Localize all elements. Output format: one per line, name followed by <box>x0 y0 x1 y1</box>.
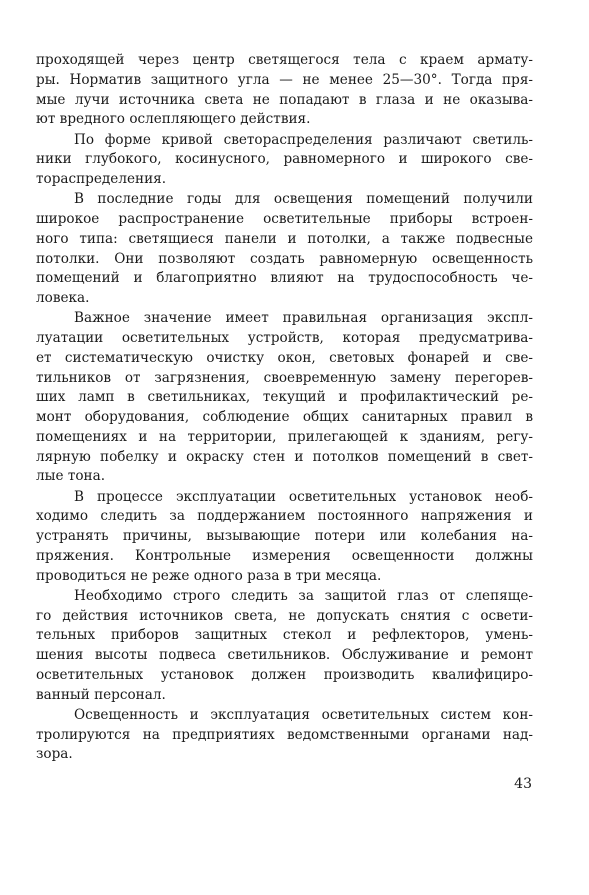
paragraph-1 <box>36 51 533 130</box>
text-line: тораспределения. <box>36 171 167 187</box>
text-line: мые лучи источника света не попадают в глаза и не оказыва- <box>36 91 533 108</box>
text-line: ет систематическую очистку окон, световых фонарей и све- <box>36 349 533 366</box>
paragraph-6 <box>36 587 533 706</box>
text-line: ловека. <box>36 290 90 306</box>
text-line: пряжения. Контрольные измерения освещенности должны <box>36 547 533 564</box>
text-line: В последние годы для освещения помещений получили <box>74 191 533 208</box>
text-line: помещений и благоприятно влияют на трудоспособность че- <box>36 270 533 287</box>
text-line: проходящей через центр светящегося тела с краем армату- <box>36 52 533 68</box>
text-line: монт оборудования, соблюдение общих санитарных правил в <box>36 409 533 425</box>
text-line: ванный персонал. <box>36 686 166 703</box>
text-line: тельных приборов защитных стекол и рефлекторов, умень- <box>36 627 533 644</box>
text-line: потолки. Они позволяют создать равномерную освещенность <box>36 250 533 267</box>
text-line: широкое распространение осветительные приборы встроен- <box>36 211 533 227</box>
text-line: помещениях и на территории, прилегающей к зданиям, регу- <box>36 428 533 445</box>
paragraph-5 <box>36 488 533 587</box>
paragraph-4 <box>36 309 533 487</box>
text-line: В процессе эксплуатации осветительных установок необ- <box>74 488 533 505</box>
text-line: лярную побелку и окраску стен и потолков помещений в свет- <box>36 448 533 465</box>
text-line: ходимо следить за поддержанием постоянного напряжения и <box>36 508 533 525</box>
text-line: го действия источников света, не допускать снятия с освети- <box>36 607 533 624</box>
text-line: Необходимо строго следить за защитой глаз от слепяще- <box>74 587 533 604</box>
text-line: проводиться не реже одного раза в три месяца. <box>36 567 382 584</box>
text-line: Важное значение имеет правильная организация экспл- <box>74 310 533 327</box>
paragraph-7 <box>36 706 533 765</box>
text-line: устранять причины, вызывающие потери или колебания на- <box>36 528 533 544</box>
text-line: лые тона. <box>36 468 106 485</box>
page-number: 43 <box>514 776 532 792</box>
text-line: осветительных установок должен производить квалифициро- <box>36 666 533 683</box>
paragraph-2 <box>36 131 533 190</box>
text-line: зора. <box>36 746 73 763</box>
text-line: луатации осветительных устройств, которая предусматрива- <box>36 330 533 346</box>
text-line: ших ламп в светильниках, текущий и профилактический ре- <box>36 389 533 406</box>
text-line: тролируются на предприятиях ведомственными органами над- <box>36 726 533 743</box>
text-line: По форме кривой светораспределения различают светиль- <box>74 131 533 148</box>
text-line: тильников от загрязнения, своевременную замену перегорев- <box>36 369 533 386</box>
text-line: шения высоты подвеса светильников. Обслуживание и ремонт <box>36 647 533 663</box>
text-line: ры. Норматив защитного угла — не менее 25—30°. Тогда пря- <box>36 71 533 88</box>
page-body <box>36 51 533 765</box>
text-line: Освещенность и эксплуатация осветительных систем кон- <box>74 706 533 723</box>
text-line: ники глубокого, косинусного, равномерного и широкого све- <box>36 151 533 168</box>
paragraph-3 <box>36 190 533 309</box>
text-line: ного типа: светящиеся панели и потолки, а также подвесные <box>36 230 533 247</box>
text-line: ют вредного ослепляющего действия. <box>36 111 311 128</box>
